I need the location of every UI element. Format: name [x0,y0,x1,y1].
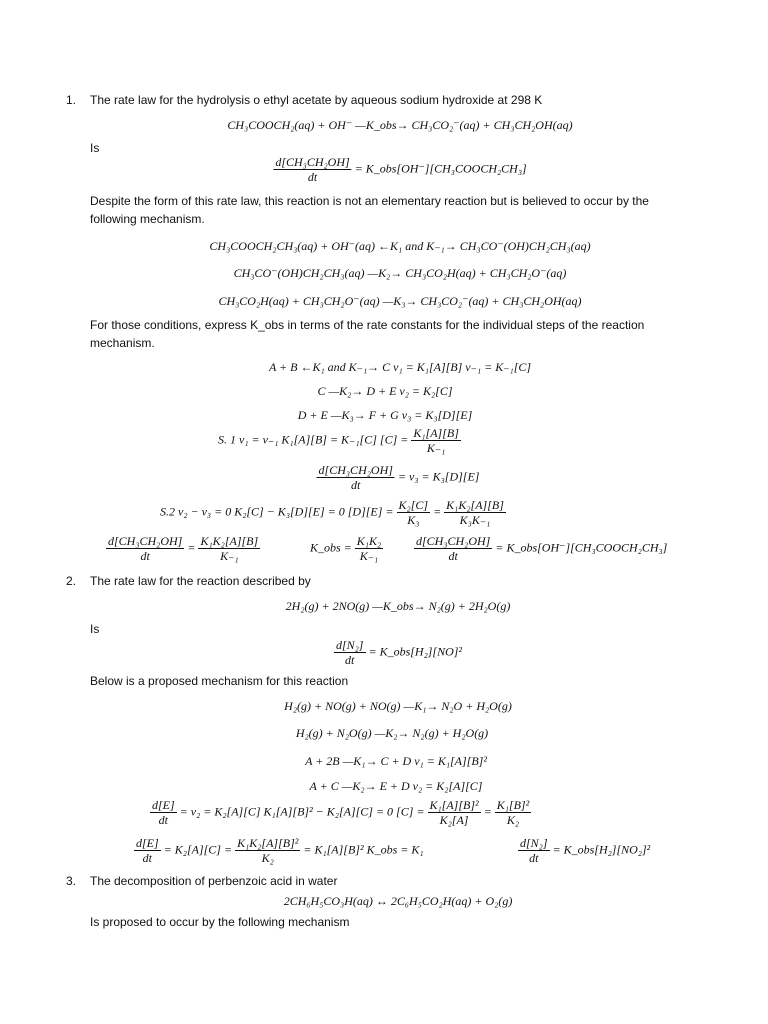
q1-kobs-result: K_obs = $\frac{\text{K₁K₂}}{\text{K₋₁}}$ [310,534,382,563]
q1-despite-line-2: following mechanism. [90,212,205,226]
question-2-number: 2. [66,574,77,588]
q3-reaction-equation: 2CH₆H₅CO₃H(aq) ↔ 2C₆H₅CO₂H(aq) + O₂(g) [283,894,513,908]
q1-mechanism-step-2: CH₃CO⁻(OH)CH₂CH₃(aq) —K₂→ CH₃CO₂H(aq) + CH₃CH₂O⁻(aq) [233,266,567,280]
question-1-number: 1. [66,93,77,107]
question-1-intro: The rate law for the hydrolysis o ethyl acetate by aqueous sodium hydroxide at 298 K [90,93,543,107]
q2-is-label: Is [90,622,100,636]
question-3-intro: The decomposition of perbenzoic acid in water [90,874,338,888]
q2-simplified-step-2: A + C —K₂→ E + D v₂ = K₂[A][C] [309,779,483,793]
q1-express-line-1: For those conditions, express K_obs in terms of the rate constants for the individual steps of the reaction [90,318,645,332]
q1-simplified-step-3: D + E —K₃→ F + G v₃ = K₃[D][E] [297,408,473,422]
q2-reaction-equation: 2H₂(g) + 2NO(g) —K_obs→ N₂(g) + 2H₂O(g) [285,599,511,613]
q3-proposed-text: Is proposed to occur by the following mechanism [90,915,350,929]
q2-simplified-step-1: A + 2B —K₁→ C + D v₁ = K₁[A][B]² [305,754,487,768]
q1-mechanism-step-3: CH₃CO₂H(aq) + CH₃CH₂O⁻(aq) —K₃→ CH₃CO₂⁻(aq) + CH₃CH₂OH(aq) [218,294,582,308]
q2-steady-state: $\frac{d[E]}{dt}$ = v₂ = K₂[A][C] K₁[A][B]² − K₂[A][C] = 0 [C] = $\frac{\text{K₁[A][B]²}}{\text{K₂[A]}}$ = $\frac{\text{K₁[B]²}}{\text{K₂}}$ [152,798,530,827]
q1-steady-state-step-2: S.2 v₂ − v₃ = 0 K₂[C] − K₃[D][E] = 0 [D][E] = $\frac{\text{K₂[C]}}{\text{K₃}}$ = $\frac{\text{K₁K₂[A][B]}}{\text{K₃K₋₁}}$ [160,498,504,527]
q1-product-rate: $\frac{\text{d[CH₃CH₂OH]}}{dt}$ = v₃ = K₃[D][E] [318,463,480,492]
q2-mechanism-step-1: H₂(g) + NO(g) + NO(g) —K₁→ N₂O + H₂O(g) [284,699,512,713]
q1-despite-line-1: Despite the form of this rate law, this reaction is not an elementary reaction but is believed to occur by the [90,194,649,208]
q1-reaction-equation: CH₃COOCH₂(aq) + OH⁻ —K_obs→ CH₃CO₂⁻(aq) + CH₃CH₂OH(aq) [227,118,573,132]
q2-rate-law: $\frac{\text{d[N₂]}}{dt}$ = K_obs[H₂][NO]² [335,638,463,667]
question-2-intro: The rate law for the reaction described by [90,574,311,588]
q1-observed-rate-law: $\frac{\text{d[CH₃CH₂OH]}}{dt}$ = K_obs[OH⁻][CH₃COOCH₂CH₃] [416,534,668,563]
q1-final-result: $\frac{\text{d[CH₃CH₂OH]}}{dt}$ = $\frac{\text{K₁K₂[A][B]}}{\text{K₋₁}}$ [108,534,259,563]
q2-observed-rate-law: $\frac{\text{d[N₂]}}{dt}$ = K_obs[H₂][NO₂]² [520,836,651,865]
q1-steady-state-step-1: S. 1 v₁ = v₋₁ K₁[A][B] = K₋₁[C] [C] = $\frac{\text{K₁[A][B]}}{\text{K₋₁}}$ [218,426,459,455]
q1-simplified-step-1: A + B ←K₁ and K₋₁→ C v₁ = K₁[A][B] v₋₁ = K₋₁[C] [268,360,532,374]
q2-below-text: Below is a proposed mechanism for this reaction [90,674,349,688]
q1-mechanism-step-1: CH₃COOCH₂CH₃(aq) + OH⁻(aq) ←K₁ and K₋₁→ CH₃CO⁻(OH)CH₂CH₃(aq) [209,239,591,253]
q1-express-line-2: mechanism. [90,336,155,350]
q1-simplified-step-2: C —K₂→ D + E v₂ = K₂[C] [317,384,453,398]
q2-final-result: $\frac{d[E]}{dt}$ = K₂[A][C] = $\frac{\text{K₁K₂[A][B]²}}{\text{K₂}}$ = K₁[A][B]² K_obs = K₁ [136,836,424,865]
q2-mechanism-step-2: H₂(g) + N₂O(g) —K₂→ N₂(g) + H₂O(g) [295,726,489,740]
q1-rate-law: $\frac{\text{d[CH₃CH₂OH]}}{dt}$ = K_obs[OH⁻][CH₃COOCH₂CH₃] [275,155,527,184]
q1-is-label: Is [90,141,100,155]
question-3-number: 3. [66,874,77,888]
